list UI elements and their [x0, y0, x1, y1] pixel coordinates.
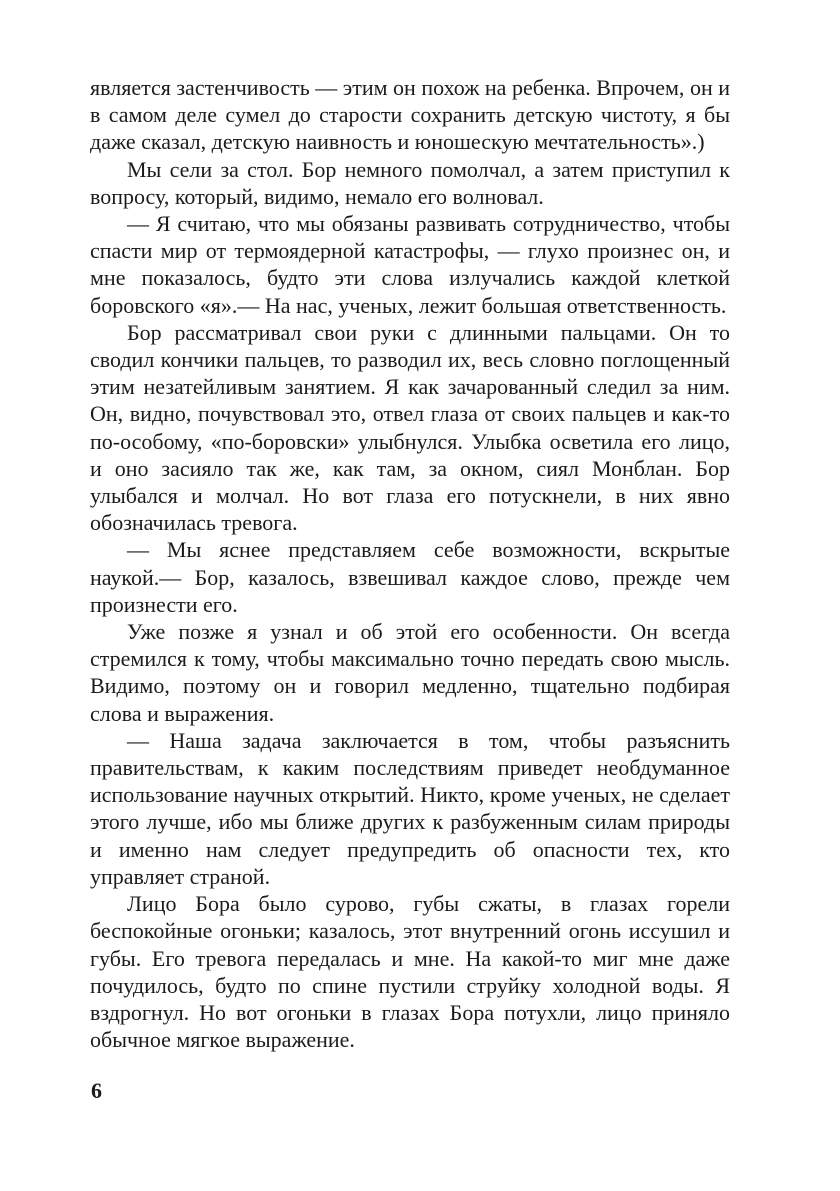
paragraph-8: Лицо Бора было сурово, губы сжаты, в глазах горели беспокойные огоньки; казалось, этот внутренний огонь иссушил и губы. Его тревога передалась и мне. На какой-то миг мне даже почудилось, будто по спине пустили струйку холодной воды. Я вздрогнул. Но вот огоньки в глазах Бора потухли, лицо приняло обычное мягкое выражение. — [90, 891, 730, 1053]
paragraph-1: является застенчивость — этим он похож на ребенка. Впрочем, он и в самом деле сумел до старости сохранить детскую чистоту, я бы даже сказал, детскую наивность и юношескую мечтательность».) — [90, 75, 730, 155]
paragraph-7: — Наша задача заключается в том, чтобы разъяснить правительствам, к каким последствиям приведет необдуманное использование научных открытий. Никто, кроме ученых, не сделает этого лучше, ибо мы ближе других к разбуженным силам природы и именно нам следует предупредить об опасности тех, кто управляет страной. — [90, 727, 730, 889]
paragraph-6: Уже позже я узнал и об этой его особенности. Он всегда стремился к тому, чтобы максимально точно передать свою мысль. Видимо, поэтому он и говорил медленно, тщательно подбирая слова и выражения. — [90, 619, 730, 726]
page-number: 6 — [91, 1078, 102, 1103]
paragraph-4: Бор рассматривал свои руки с длинными пальцами. Он то сводил кончики пальцев, то разводил их, весь словно поглощенный этим незатейливым занятием. Я как зачарованный следил за ним. Он, видно, почувствовал это, отвел глаза от своих пальцев и как-то по-особому, «по-боровски» улыбнулся. Улыбка осветила его лицо, и оно засияло так же, как там, за окном, сиял Монблан. Бор улыбался и молчал. Но вот глаза его потускнели, в них явно обозначилась тревога. — [90, 319, 730, 536]
paragraph-3: — Я считаю, что мы обязаны развивать сотрудничество, чтобы спасти мир от термоядерной катастрофы, — глухо произнес он, и мне показалось, будто эти слова излучались каждой клеткой боровского «я».— На нас, ученых, лежит большая ответственность. — [90, 211, 730, 318]
paragraph-2: Мы сели за стол. Бор немного помолчал, а затем приступил к вопросу, который, видимо, немало его волновал. — [90, 156, 730, 209]
paragraph-5: — Мы яснее представляем себе возможности, вскрытые наукой.— Бор, казалось, взвешивал каждое слово, прежде чем произнести его. — [90, 537, 730, 617]
body-text — [90, 74, 730, 1053]
